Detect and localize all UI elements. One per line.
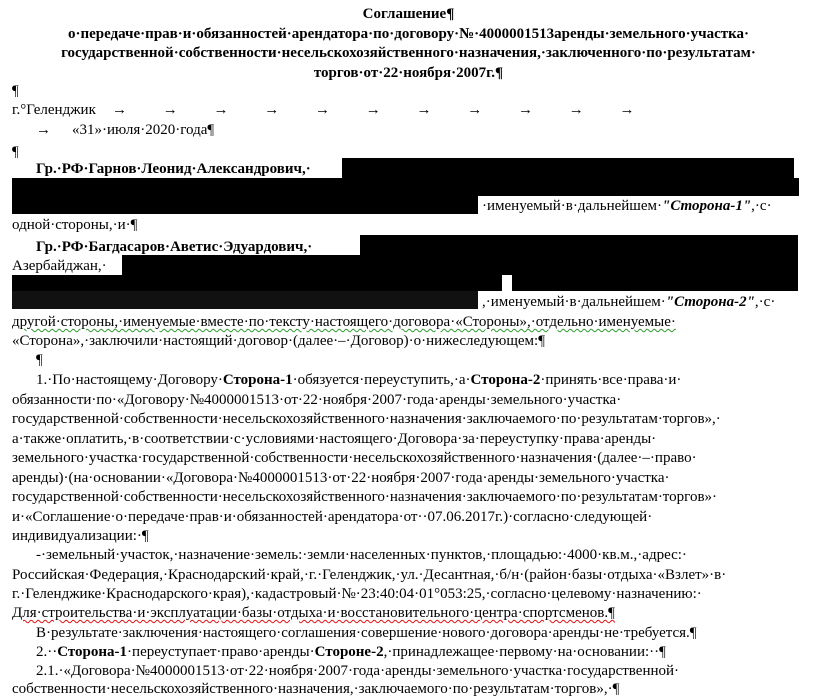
tab-arrow: → bbox=[36, 122, 51, 138]
pilcrow: ¶ bbox=[12, 144, 19, 160]
para1-line-7: государственной·собственности·несельскохозяйственного·назначения·заключаемого·по·результатам·торгов»· bbox=[12, 489, 718, 505]
party2-country: Азербайджан,· bbox=[12, 258, 107, 274]
result-line: В·результате·заключения·настоящего·соглашения·совершение·нового·договора·аренды·не·требуется.¶ bbox=[36, 625, 697, 641]
party1-line2: одной·стороны,·и·¶ bbox=[12, 217, 138, 233]
title-line-3: государственной·собственности·несельскохозяйственного·назначения,·заключенного·по·результатам· bbox=[61, 45, 756, 61]
para1-line-9: индивидуализации:·¶ bbox=[12, 528, 149, 544]
para1-line-2: обязанности·по·«Договору·№4000001513·от·22·ноября·2007·года·аренды·земельного·участка· bbox=[12, 392, 622, 408]
title-line-2: о·передаче·прав·и·обязанностей·арендатора·по·договору·№·4000001513аренды·земельного·участка· bbox=[67, 26, 750, 42]
tab-arrows: → → → → → → → → → → → bbox=[112, 102, 651, 118]
para21-line-2: собственности·несельскохозяйственного·назначения,·заключаемого·по·результатам·торгов»,·¶ bbox=[12, 681, 620, 697]
intro-line-2: «Сторона»,·заключили·настоящий·договор·(далее·–·Договор)·о·нижеследующем:¶ bbox=[12, 333, 546, 349]
redaction-block bbox=[12, 275, 502, 291]
para21-line-1: 2.1.·«Договора·№4000001513·от·22·ноября·2007·года·аренды·земельного·участка·государственной· bbox=[36, 663, 680, 679]
pilcrow: ¶ bbox=[12, 83, 19, 99]
para1-line-5: земельного·участка·государственной·собственности·несельскохозяйственного·назначения·(далее·–·право· bbox=[12, 450, 697, 466]
redaction-block bbox=[12, 196, 478, 214]
redaction-block bbox=[342, 158, 794, 178]
party1-name: Гр.·РФ·Гарнов·Леонид·Александрович,· bbox=[36, 161, 311, 177]
para2-line: 2.··Сторона-1·переуступает·право·аренды·Стороне-2,·принадлежащее·первому·на·основании:··¶ bbox=[36, 644, 666, 660]
para1-line-4: а·также·оплатить,·в·соответствии·с·условиями·настоящего·Договора·за·переуступку·права·аренды· bbox=[12, 431, 657, 447]
para1-line-8: и·«Соглашение·о·передаче·прав·и·обязанностей·арендатора·от··07.06.2017г.)·согласно·следующей· bbox=[12, 509, 653, 525]
intro-line-1: другой·стороны,·именуемые·вместе·по·тексту·настоящего·договора·«Стороны»,·отдельно·именуемые· bbox=[12, 314, 676, 330]
party2-name: Гр.·РФ·Багдасаров·Аветис·Эдуардович,· bbox=[36, 239, 313, 255]
redaction-block bbox=[12, 178, 799, 196]
land-line-1: -·земельный·участок,·назначение·земель:·земли·населенных·пунктов,·площадью:·4000·кв.м.,·адрес:· bbox=[36, 547, 687, 563]
party1-named-as: ·именуемый·в·дальнейшем·"Сторона-1",·с· bbox=[482, 198, 772, 214]
city: г.°Геленджик bbox=[12, 102, 96, 118]
document-date: «31»·июля·2020·года¶ bbox=[72, 122, 215, 138]
redaction-block bbox=[360, 235, 798, 255]
para1-line-1: 1.·По·настоящему·Договору·Сторона-1·обязуется·переуступить,·а·Сторона-2·принять·все·права·и· bbox=[36, 372, 682, 388]
title-line-1: Соглашение¶ bbox=[362, 6, 455, 22]
land-line-2: Российская·Федерация,·Краснодарский·край,·г.·Геленджик,·ул.·Десантная,·б/н·(район·базы·отдыха·«Взлет»·в· bbox=[12, 567, 727, 583]
para1-line-3: государственной·собственности·несельскохозяйственного·назначения·заключаемого·по·результатам·торгов»,· bbox=[12, 411, 721, 427]
redaction-block bbox=[512, 275, 798, 291]
title-line-4: торгов·от·22·ноября·2007г.¶ bbox=[313, 65, 504, 81]
para1-line-6: аренды)·(на·основании·«Договора·№4000001513·от·22·ноября·2007·года·аренды·земельного·участка· bbox=[12, 470, 670, 486]
pilcrow: ¶ bbox=[36, 352, 43, 368]
land-line-3: г.·Геленджике·Краснодарского·края),·кадастровый·№·23:40:04·01°053:25,·согласно·целевому·назначению:· bbox=[12, 586, 702, 602]
party2-named-as: ,·именуемый·в·дальнейшем·"Сторона-2",·с· bbox=[482, 294, 776, 310]
land-line-4: Для·строительства·и·эксплуатации·базы·отдыха·и·восстановительного·центра·спортсменов.¶ bbox=[12, 605, 615, 621]
redaction-block bbox=[12, 291, 478, 309]
redaction-block bbox=[122, 255, 798, 275]
